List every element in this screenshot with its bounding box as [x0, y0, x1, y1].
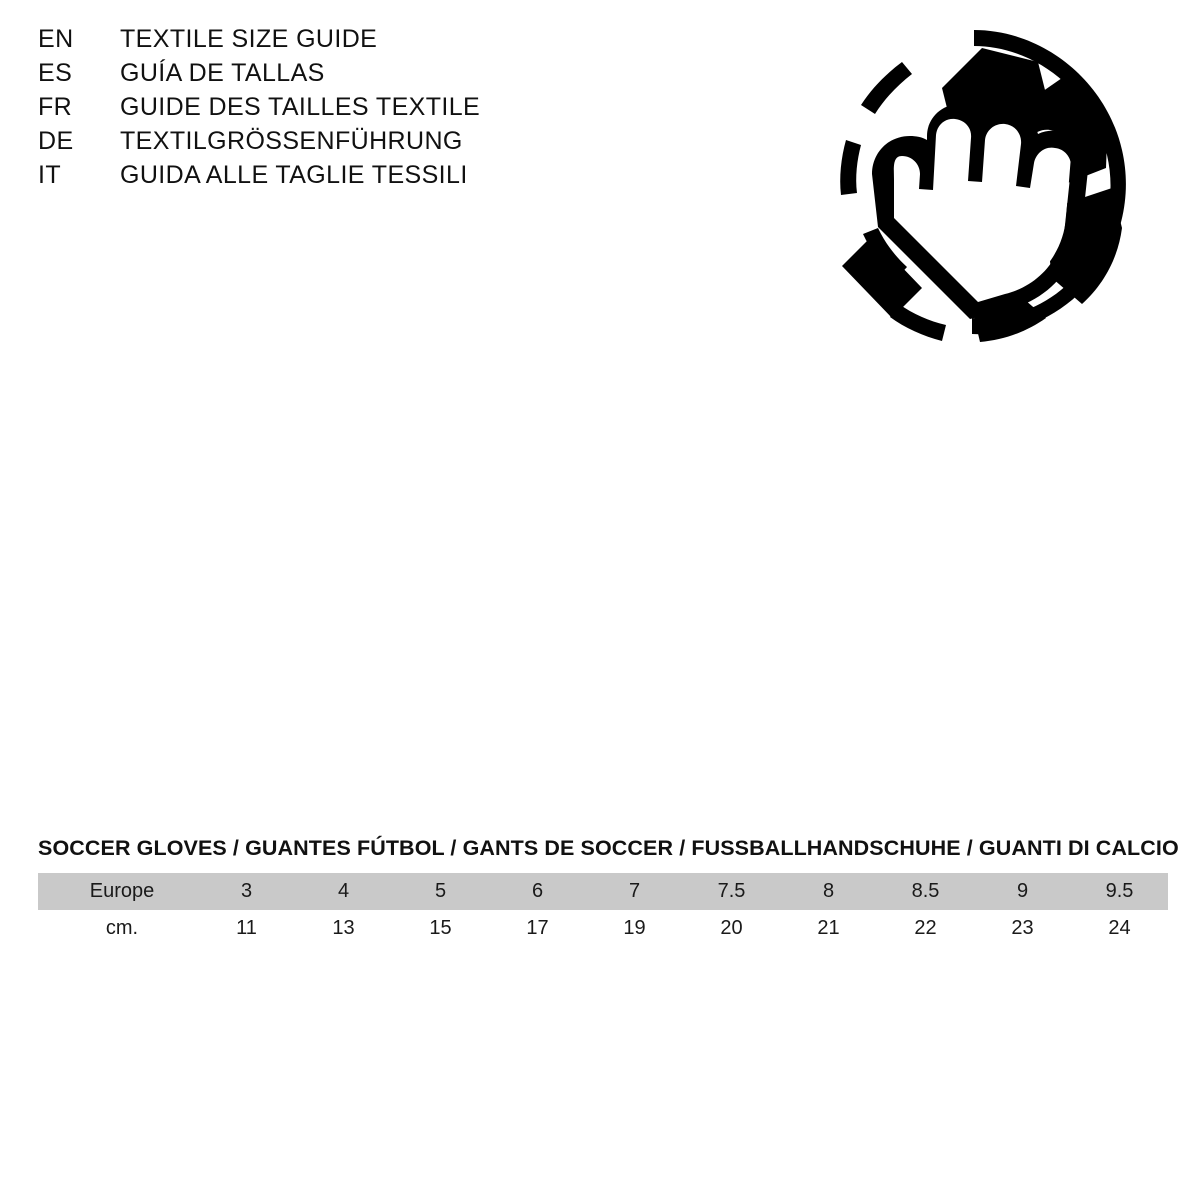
table-cell: 22 [877, 910, 974, 947]
language-label: TEXTILGRÖSSENFÜHRUNG [120, 127, 463, 155]
language-code: ES [38, 59, 73, 87]
language-code: FR [38, 93, 73, 121]
language-label: GUIDE DES TAILLES TEXTILE [120, 93, 481, 121]
table-cell: 3 [198, 873, 295, 910]
table-cell: 15 [392, 910, 489, 947]
row-label-cm: cm. [38, 910, 198, 947]
size-chart-title: SOCCER GLOVES / GUANTES FÚTBOL / GANTS DE SOCCER / FUSSBALLHANDSCHUHE / GUANTI DI CALCIO [38, 836, 1179, 860]
row-label-europe: Europe [38, 873, 198, 910]
table-row [38, 910, 1168, 947]
size-chart [38, 836, 1179, 947]
table-cell: 5 [392, 873, 489, 910]
table-cell: 6 [489, 873, 586, 910]
table-cell: 11 [198, 910, 295, 947]
table-cell: 9 [974, 873, 1071, 910]
table-row [38, 873, 1168, 910]
language-code: DE [38, 127, 74, 155]
table-cell: 13 [295, 910, 392, 947]
table-cell: 7.5 [683, 873, 780, 910]
language-code: EN [38, 25, 74, 53]
language-row [38, 94, 480, 128]
table-cell: 23 [974, 910, 1071, 947]
table-cell: 8.5 [877, 873, 974, 910]
soccer-glove-and-ball-icon [806, 22, 1146, 362]
size-table [38, 873, 1168, 947]
table-cell: 9.5 [1071, 873, 1168, 910]
header [38, 26, 1168, 362]
table-cell: 4 [295, 873, 392, 910]
language-code: IT [38, 161, 62, 189]
language-row [38, 26, 480, 60]
language-list [38, 26, 480, 196]
table-cell: 24 [1071, 910, 1168, 947]
table-cell: 21 [780, 910, 877, 947]
table-cell: 19 [586, 910, 683, 947]
table-cell: 17 [489, 910, 586, 947]
language-label: TEXTILE SIZE GUIDE [120, 25, 378, 53]
table-cell: 20 [683, 910, 780, 947]
language-row [38, 162, 480, 196]
language-row [38, 60, 480, 94]
language-row [38, 128, 480, 162]
language-label: GUÍA DE TALLAS [120, 59, 325, 87]
language-label: GUIDA ALLE TAGLIE TESSILI [120, 161, 468, 189]
table-cell: 8 [780, 873, 877, 910]
table-cell: 7 [586, 873, 683, 910]
